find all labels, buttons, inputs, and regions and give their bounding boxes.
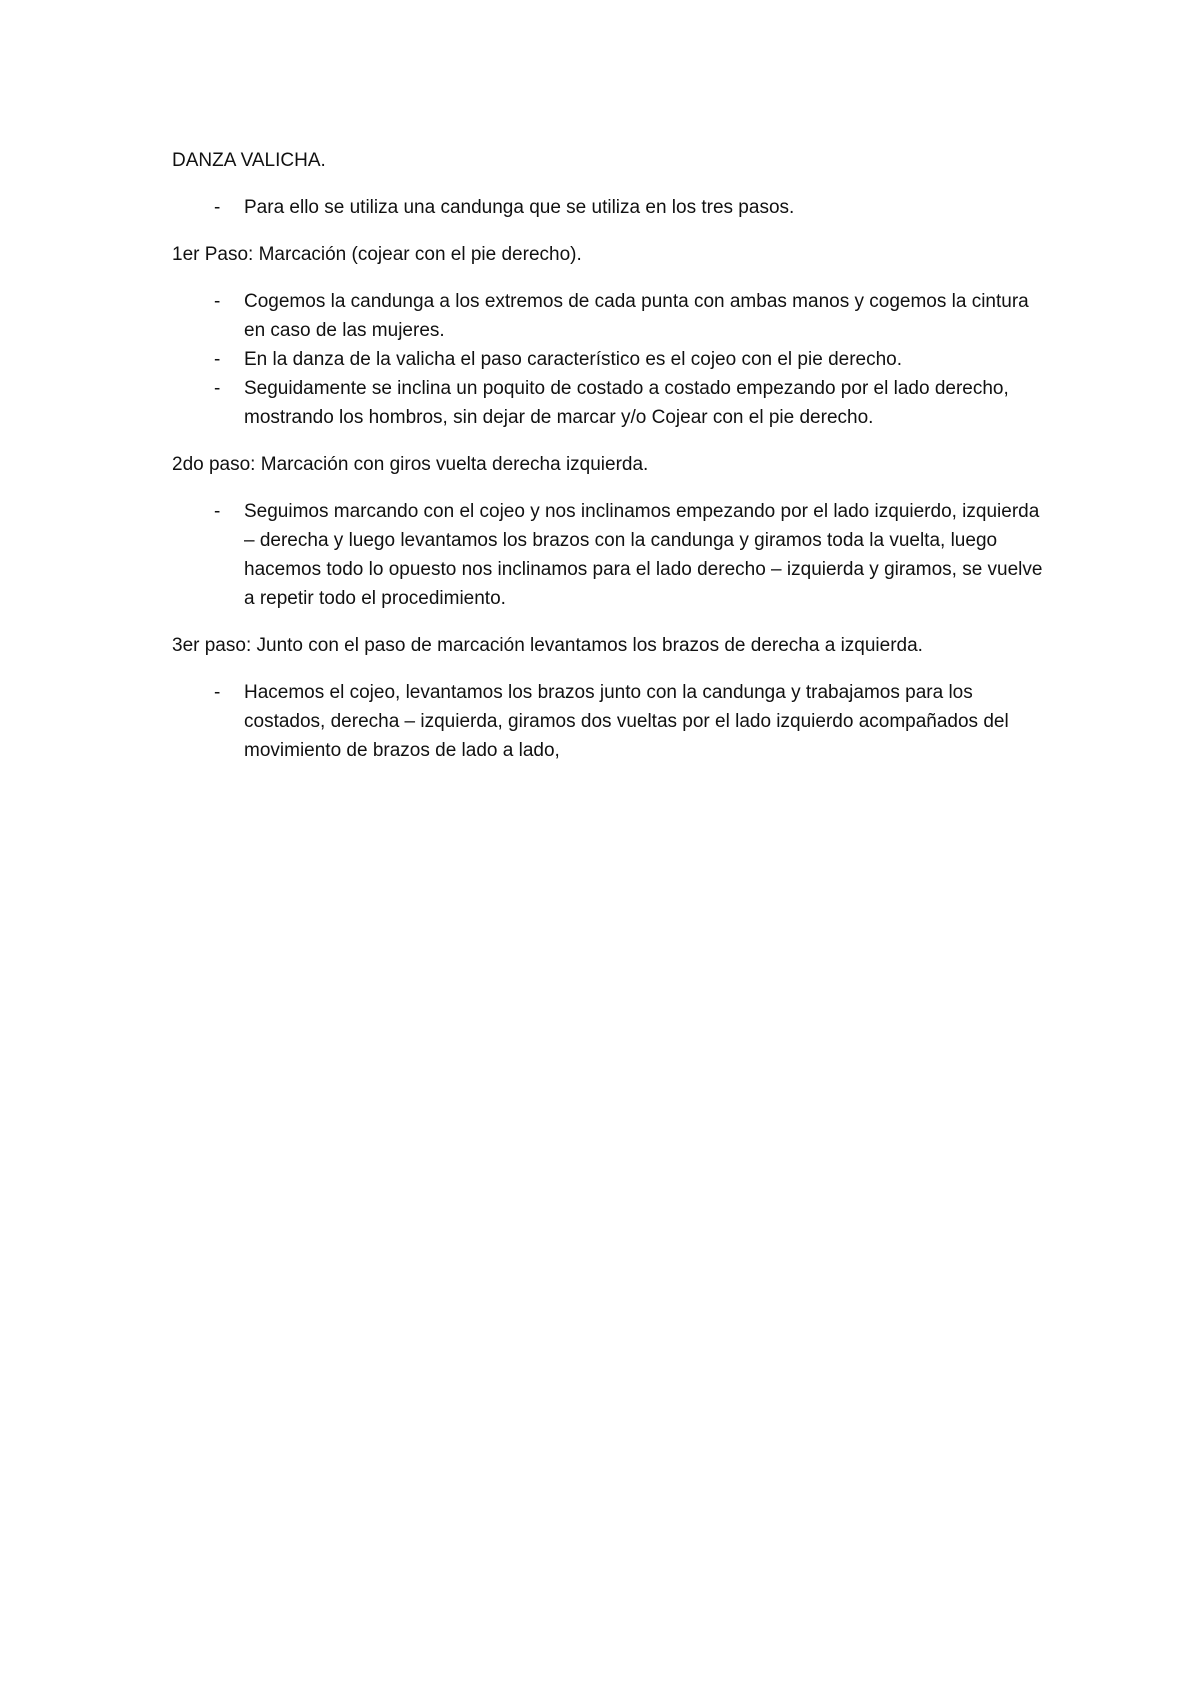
document-title: DANZA VALICHA. (172, 150, 326, 171)
list-item (172, 345, 1052, 374)
section-heading-step-1: 1er Paso: Marcación (cojear con el pie derecho). (172, 244, 582, 265)
dash-bullet: - (214, 291, 221, 312)
list-item (172, 193, 1052, 222)
list-item-text: Hacemos el cojeo, levantamos los brazos junto con la candunga y trabajamos para los costados, derecha – izquierda, giramos dos vueltas por el lado izquierdo acompañados del movimiento de brazos de lado a lado, (244, 682, 1009, 761)
dash-bullet: - (214, 349, 221, 370)
dash-bullet: - (214, 682, 221, 703)
dash-bullet: - (214, 501, 221, 522)
section-heading-step-3: 3er paso: Junto con el paso de marcación levantamos los brazos de derecha a izquierda. (172, 635, 923, 656)
list-item-text: Seguimos marcando con el cojeo y nos inclinamos empezando por el lado izquierdo, izquierda – derecha y luego levantamos los brazos con la candunga y giramos toda la vuelta, luego hacemos todo lo opuesto nos inclinamos para el lado derecho – izquierda y giramos, se vuelve a repetir todo el procedimiento. (244, 501, 1043, 609)
list-item (172, 374, 1052, 432)
list-item (172, 287, 1052, 345)
dash-bullet: - (214, 197, 221, 218)
section-heading-step-2: 2do paso: Marcación con giros vuelta derecha izquierda. (172, 454, 649, 475)
list-item-text: Cogemos la candunga a los extremos de cada punta con ambas manos y cogemos la cintura en caso de las mujeres. (244, 291, 1029, 341)
document-body (172, 146, 1052, 783)
step-2-list (172, 497, 1052, 613)
intro-list (172, 193, 1052, 222)
list-item-text: Seguidamente se inclina un poquito de costado a costado empezando por el lado derecho, mostrando los hombros, sin dejar de marcar y/o Cojear con el pie derecho. (244, 378, 1009, 428)
list-item (172, 497, 1052, 613)
step-3-list (172, 678, 1052, 765)
list-item (172, 678, 1052, 765)
list-item-text: Para ello se utiliza una candunga que se utiliza en los tres pasos. (244, 197, 795, 218)
dash-bullet: - (214, 378, 221, 399)
list-item-text: En la danza de la valicha el paso característico es el cojeo con el pie derecho. (244, 349, 903, 370)
step-1-list (172, 287, 1052, 432)
